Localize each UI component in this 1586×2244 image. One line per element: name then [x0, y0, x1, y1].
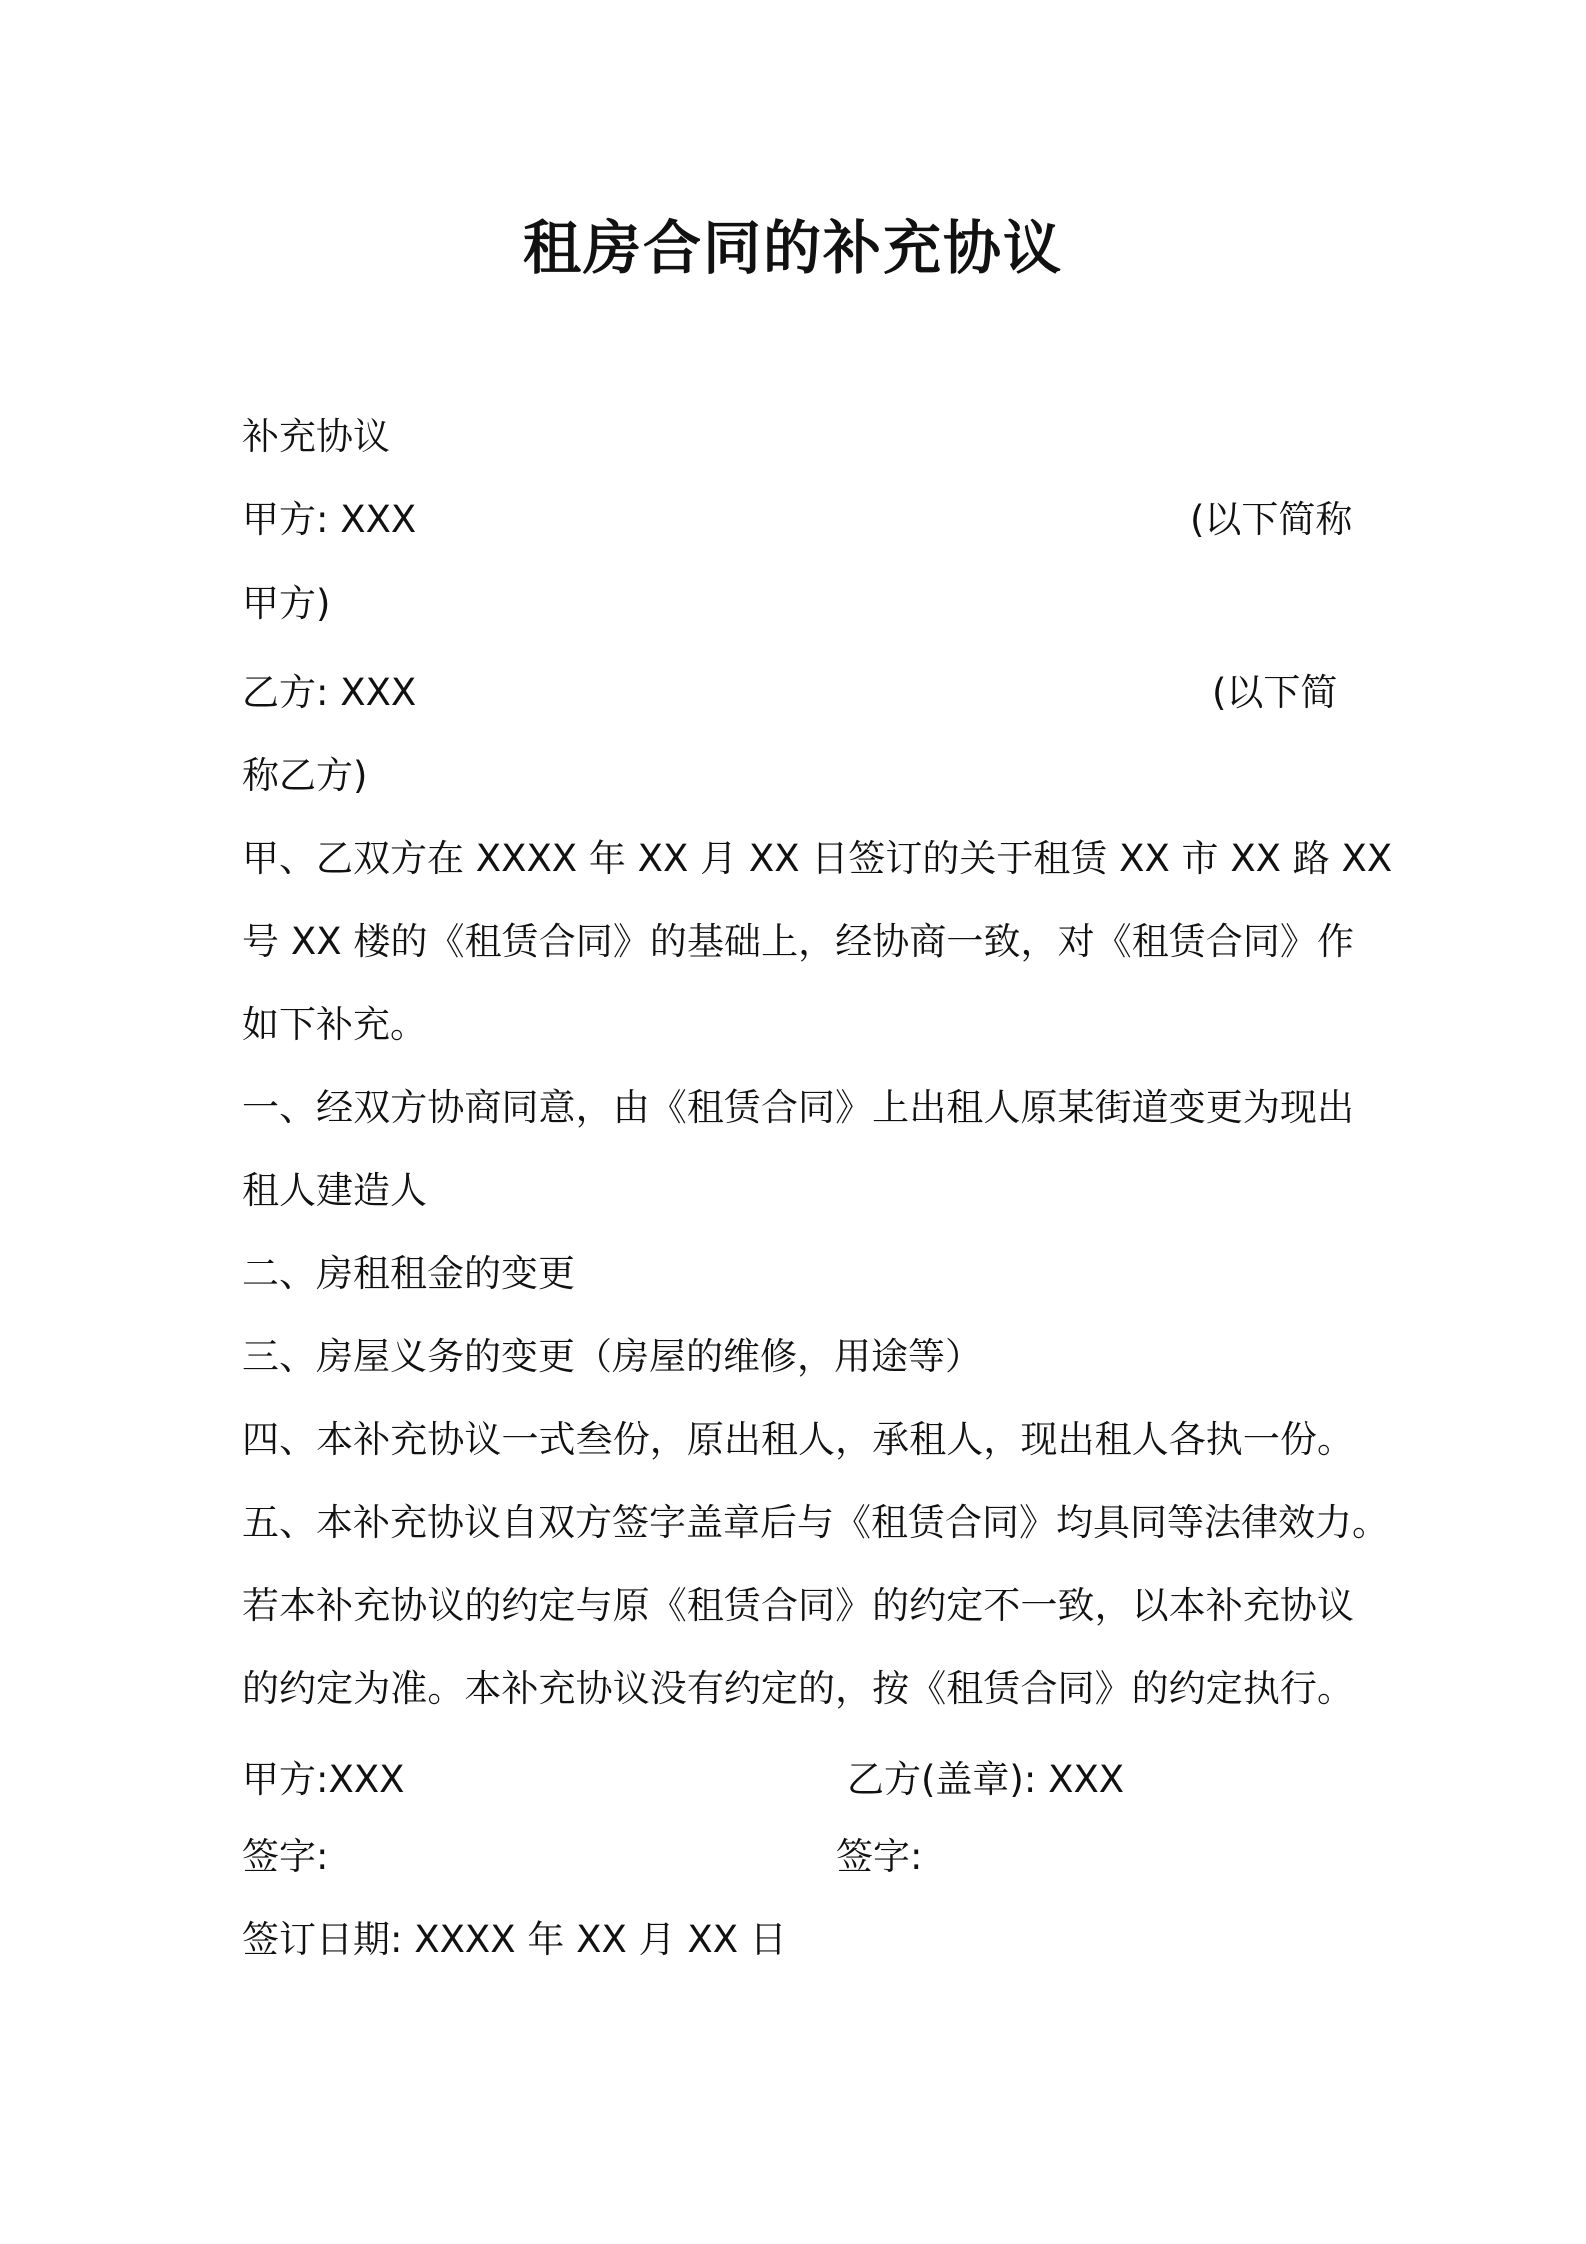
agreement-heading: 补充协议 — [242, 415, 390, 458]
party-b-label: 乙方: XXX — [242, 671, 417, 714]
party-b-note-end: 称乙方) — [242, 754, 368, 797]
signing-date: 签订日期: XXXX 年 XX 月 XX 日 — [242, 1918, 787, 1961]
clause-5: 五、本补充协议自双方签字盖章后与《租赁合同》均具同等法律效力。 — [242, 1501, 1389, 1544]
intro-line-3: 如下补充。 — [242, 1003, 427, 1046]
signature-party-a: 甲方:XXX — [242, 1758, 405, 1801]
intro-line-2: 号 XX 楼的《租赁合同》的基础上，经协商一致，对《租赁合同》作 — [242, 920, 1354, 963]
clause-1-line-2: 租人建造人 — [242, 1169, 427, 1212]
intro-line-1: 甲、乙双方在 XXXX 年 XX 月 XX 日签订的关于租赁 XX 市 XX 路 XX — [242, 837, 1393, 880]
signature-sign-a: 签字: — [242, 1835, 329, 1878]
clause-4: 四、本补充协议一式叁份，原出租人，承租人，现出租人各执一份。 — [242, 1418, 1354, 1461]
document-title: 租房合同的补充协议 — [522, 214, 1063, 282]
party-a-label: 甲方: XXX — [242, 498, 417, 541]
party-a-note-start: (以下简称 — [1190, 498, 1353, 541]
clause-1-line-1: 一、经双方协商同意，由《租赁合同》上出租人原某街道变更为现出 — [242, 1086, 1354, 1129]
party-b-note-start: (以下简 — [1212, 671, 1338, 714]
signature-party-b: 乙方(盖章): XXX — [847, 1758, 1125, 1801]
clause-6-line-1: 若本补充协议的约定与原《租赁合同》的约定不一致，以本补充协议 — [242, 1584, 1354, 1627]
clause-2: 二、房租租金的变更 — [242, 1252, 575, 1295]
clause-6-line-2: 的约定为准。本补充协议没有约定的，按《租赁合同》的约定执行。 — [242, 1667, 1354, 1710]
clause-3: 三、房屋义务的变更（房屋的维修，用途等） — [242, 1335, 982, 1378]
party-a-note-end: 甲方) — [242, 582, 331, 625]
signature-sign-b: 签字: — [836, 1835, 923, 1878]
